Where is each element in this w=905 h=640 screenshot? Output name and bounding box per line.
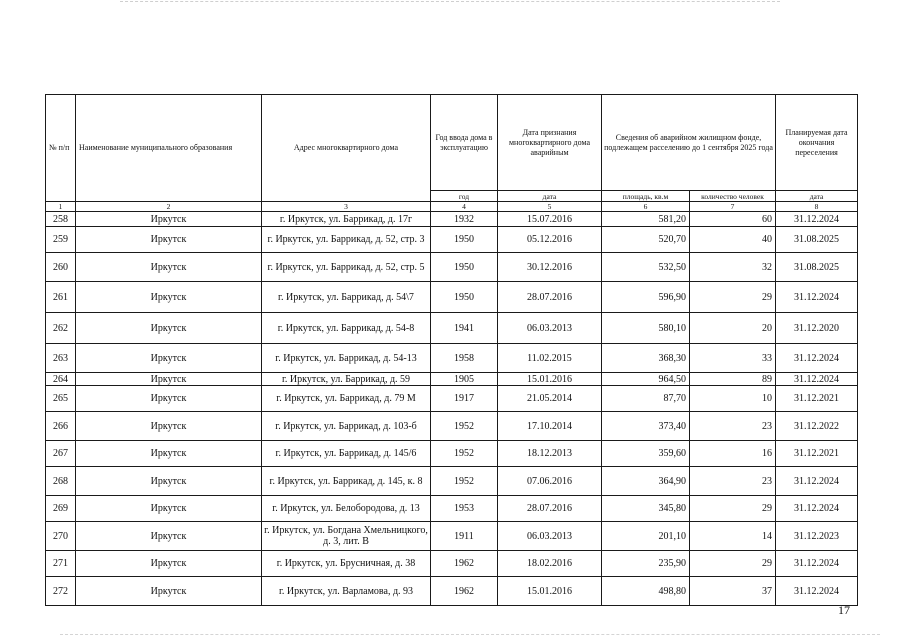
row-area: 345,80 bbox=[602, 496, 690, 522]
row-end-date: 31.12.2024 bbox=[776, 496, 858, 522]
table-row bbox=[46, 441, 858, 467]
row-year: 1911 bbox=[431, 522, 498, 551]
row-year: 1952 bbox=[431, 441, 498, 467]
row-area: 201,10 bbox=[602, 522, 690, 551]
row-end-date: 31.12.2024 bbox=[776, 212, 858, 227]
row-end-date: 31.12.2021 bbox=[776, 441, 858, 467]
row-end-date: 31.12.2022 bbox=[776, 412, 858, 441]
row-area: 596,90 bbox=[602, 282, 690, 313]
row-year: 1917 bbox=[431, 386, 498, 412]
row-municipality: Иркутск bbox=[76, 212, 262, 227]
row-address: г. Иркутск, ул. Баррикад, д. 103-б bbox=[262, 412, 431, 441]
row-number: 260 bbox=[46, 253, 76, 282]
table-row bbox=[46, 577, 858, 606]
header-emergency-housing: Сведения об аварийном жилищном фонде, подлежащем расселению до 1 сентября 2025 года bbox=[602, 95, 776, 191]
row-address: г. Иркутск, ул. Баррикад, д. 54-8 bbox=[262, 313, 431, 344]
row-date: 28.07.2016 bbox=[498, 496, 602, 522]
row-address: г. Иркутск, ул. Баррикад, д. 17г bbox=[262, 212, 431, 227]
row-address: г. Иркутск, ул. Баррикад, д. 52, стр. 5 bbox=[262, 253, 431, 282]
row-area: 581,20 bbox=[602, 212, 690, 227]
header-number: № п/п bbox=[46, 95, 76, 202]
row-end-date: 31.12.2021 bbox=[776, 386, 858, 412]
table-row bbox=[46, 551, 858, 577]
row-address: г. Иркутск, ул. Варламова, д. 93 bbox=[262, 577, 431, 606]
row-area: 964,50 bbox=[602, 373, 690, 386]
row-people: 33 bbox=[690, 344, 776, 373]
column-number: 1 bbox=[46, 202, 76, 212]
row-people: 40 bbox=[690, 227, 776, 253]
row-area: 498,80 bbox=[602, 577, 690, 606]
page-number: 17 bbox=[838, 603, 850, 617]
row-people: 29 bbox=[690, 496, 776, 522]
row-year: 1932 bbox=[431, 212, 498, 227]
row-address: г. Иркутск, ул. Баррикад, д. 54-13 bbox=[262, 344, 431, 373]
table-row bbox=[46, 253, 858, 282]
row-end-date: 31.12.2024 bbox=[776, 373, 858, 386]
table-row bbox=[46, 412, 858, 441]
row-date: 06.03.2013 bbox=[498, 522, 602, 551]
row-end-date: 31.08.2025 bbox=[776, 253, 858, 282]
row-municipality: Иркутск bbox=[76, 577, 262, 606]
row-area: 359,60 bbox=[602, 441, 690, 467]
scan-artifact-top bbox=[120, 1, 780, 2]
row-year: 1950 bbox=[431, 253, 498, 282]
row-people: 29 bbox=[690, 551, 776, 577]
row-people: 29 bbox=[690, 282, 776, 313]
column-number: 3 bbox=[262, 202, 431, 212]
row-address: г. Иркутск, ул. Баррикад, д. 52, стр. 3 bbox=[262, 227, 431, 253]
row-date: 28.07.2016 bbox=[498, 282, 602, 313]
row-number: 271 bbox=[46, 551, 76, 577]
row-municipality: Иркутск bbox=[76, 386, 262, 412]
row-people: 14 bbox=[690, 522, 776, 551]
column-number: 4 bbox=[431, 202, 498, 212]
row-area: 520,70 bbox=[602, 227, 690, 253]
row-municipality: Иркутск bbox=[76, 412, 262, 441]
subheader-end-date: дата bbox=[776, 191, 858, 202]
row-number: 265 bbox=[46, 386, 76, 412]
row-municipality: Иркутск bbox=[76, 227, 262, 253]
row-municipality: Иркутск bbox=[76, 253, 262, 282]
row-date: 07.06.2016 bbox=[498, 467, 602, 496]
row-year: 1952 bbox=[431, 412, 498, 441]
row-people: 32 bbox=[690, 253, 776, 282]
row-date: 05.12.2016 bbox=[498, 227, 602, 253]
row-date: 18.12.2013 bbox=[498, 441, 602, 467]
row-number: 259 bbox=[46, 227, 76, 253]
header-address: Адрес многоквартирного дома bbox=[262, 95, 431, 202]
row-number: 258 bbox=[46, 212, 76, 227]
header-year: Год ввода дома в эксплуатацию bbox=[431, 95, 498, 191]
row-people: 60 bbox=[690, 212, 776, 227]
row-year: 1962 bbox=[431, 577, 498, 606]
row-people: 20 bbox=[690, 313, 776, 344]
row-number: 266 bbox=[46, 412, 76, 441]
row-year: 1950 bbox=[431, 227, 498, 253]
row-area: 364,90 bbox=[602, 467, 690, 496]
row-municipality: Иркутск bbox=[76, 522, 262, 551]
column-number: 6 bbox=[602, 202, 690, 212]
row-year: 1953 bbox=[431, 496, 498, 522]
table-row bbox=[46, 467, 858, 496]
row-municipality: Иркутск bbox=[76, 344, 262, 373]
table-row bbox=[46, 313, 858, 344]
row-date: 06.03.2013 bbox=[498, 313, 602, 344]
row-area: 368,30 bbox=[602, 344, 690, 373]
row-address: г. Иркутск, ул. Брусничная, д. 38 bbox=[262, 551, 431, 577]
subheader-people: количество человек bbox=[690, 191, 776, 202]
row-number: 269 bbox=[46, 496, 76, 522]
row-number: 262 bbox=[46, 313, 76, 344]
row-year: 1958 bbox=[431, 344, 498, 373]
row-municipality: Иркутск bbox=[76, 282, 262, 313]
row-end-date: 31.12.2024 bbox=[776, 344, 858, 373]
table-row bbox=[46, 522, 858, 551]
table-row bbox=[46, 386, 858, 412]
row-people: 23 bbox=[690, 467, 776, 496]
row-area: 87,70 bbox=[602, 386, 690, 412]
table-row bbox=[46, 344, 858, 373]
row-date: 15.01.2016 bbox=[498, 577, 602, 606]
row-municipality: Иркутск bbox=[76, 496, 262, 522]
header-municipality: Наименование муниципального образования bbox=[76, 95, 262, 202]
row-year: 1950 bbox=[431, 282, 498, 313]
row-area: 532,50 bbox=[602, 253, 690, 282]
row-number: 267 bbox=[46, 441, 76, 467]
row-end-date: 31.12.2023 bbox=[776, 522, 858, 551]
row-area: 373,40 bbox=[602, 412, 690, 441]
column-numbers-row bbox=[46, 202, 858, 212]
subheader-date: дата bbox=[498, 191, 602, 202]
row-year: 1941 bbox=[431, 313, 498, 344]
row-number: 264 bbox=[46, 373, 76, 386]
row-date: 17.10.2014 bbox=[498, 412, 602, 441]
table-row bbox=[46, 496, 858, 522]
row-municipality: Иркутск bbox=[76, 373, 262, 386]
row-year: 1962 bbox=[431, 551, 498, 577]
table-row bbox=[46, 373, 858, 386]
column-number: 5 bbox=[498, 202, 602, 212]
row-area: 580,10 bbox=[602, 313, 690, 344]
row-municipality: Иркутск bbox=[76, 313, 262, 344]
row-date: 21.05.2014 bbox=[498, 386, 602, 412]
row-address: г. Иркутск, ул. Богдана Хмельницкого, д. 3, лит. В bbox=[262, 522, 431, 551]
row-people: 10 bbox=[690, 386, 776, 412]
subheader-area: площадь, кв.м bbox=[602, 191, 690, 202]
header-planned-end: Планируемая дата окончания переселения bbox=[776, 95, 858, 191]
row-date: 15.07.2016 bbox=[498, 212, 602, 227]
row-end-date: 31.08.2025 bbox=[776, 227, 858, 253]
row-date: 15.01.2016 bbox=[498, 373, 602, 386]
row-municipality: Иркутск bbox=[76, 467, 262, 496]
row-end-date: 31.12.2020 bbox=[776, 313, 858, 344]
row-year: 1905 bbox=[431, 373, 498, 386]
table-row bbox=[46, 212, 858, 227]
row-people: 89 bbox=[690, 373, 776, 386]
table-header-row bbox=[46, 95, 858, 191]
resettlement-table bbox=[45, 94, 858, 606]
row-address: г. Иркутск, ул. Баррикад, д. 145, к. 8 bbox=[262, 467, 431, 496]
table-row bbox=[46, 227, 858, 253]
row-number: 261 bbox=[46, 282, 76, 313]
row-end-date: 31.12.2024 bbox=[776, 577, 858, 606]
row-end-date: 31.12.2024 bbox=[776, 467, 858, 496]
row-date: 30.12.2016 bbox=[498, 253, 602, 282]
header-recognition-date: Дата признания многоквартирного дома аварийным bbox=[498, 95, 602, 191]
row-address: г. Иркутск, ул. Белобородова, д. 13 bbox=[262, 496, 431, 522]
row-number: 272 bbox=[46, 577, 76, 606]
row-municipality: Иркутск bbox=[76, 441, 262, 467]
table-row bbox=[46, 282, 858, 313]
row-address: г. Иркутск, ул. Баррикад, д. 54\7 bbox=[262, 282, 431, 313]
row-address: г. Иркутск, ул. Баррикад, д. 145/6 bbox=[262, 441, 431, 467]
row-address: г. Иркутск, ул. Баррикад, д. 79 М bbox=[262, 386, 431, 412]
row-number: 263 bbox=[46, 344, 76, 373]
row-area: 235,90 bbox=[602, 551, 690, 577]
row-year: 1952 bbox=[431, 467, 498, 496]
scan-artifact-bottom bbox=[60, 634, 880, 635]
row-people: 16 bbox=[690, 441, 776, 467]
row-people: 23 bbox=[690, 412, 776, 441]
row-municipality: Иркутск bbox=[76, 551, 262, 577]
row-date: 11.02.2015 bbox=[498, 344, 602, 373]
subheader-year: год bbox=[431, 191, 498, 202]
column-number: 7 bbox=[690, 202, 776, 212]
row-date: 18.02.2016 bbox=[498, 551, 602, 577]
column-number: 8 bbox=[776, 202, 858, 212]
row-end-date: 31.12.2024 bbox=[776, 551, 858, 577]
row-end-date: 31.12.2024 bbox=[776, 282, 858, 313]
row-address: г. Иркутск, ул. Баррикад, д. 59 bbox=[262, 373, 431, 386]
row-people: 37 bbox=[690, 577, 776, 606]
row-number: 270 bbox=[46, 522, 76, 551]
row-number: 268 bbox=[46, 467, 76, 496]
column-number: 2 bbox=[76, 202, 262, 212]
